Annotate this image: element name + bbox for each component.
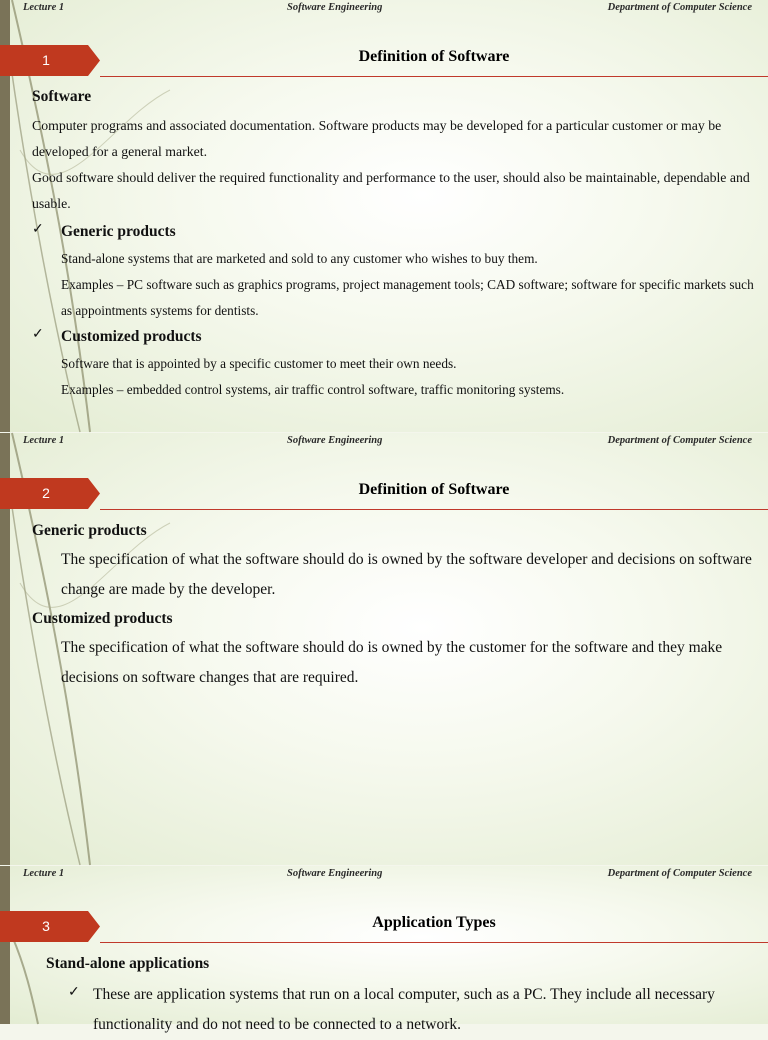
sidebar-bar [0, 866, 10, 1024]
title-rule [100, 76, 768, 77]
slide-number: 2 [42, 485, 50, 501]
slide-body [32, 86, 756, 403]
header-lecture: Lecture 1 [23, 435, 65, 446]
text-customized-products: The specification of what the software should do is owned by the customer for the software and they make decisions on software changes that are required. [61, 639, 723, 686]
header-lecture: Lecture 1 [23, 868, 65, 879]
text-generic-products: The specification of what the software should do is owned by the software developer and decisions on software change are made by the developer. [61, 551, 752, 598]
bullet-customized-line1: Software that is appointed by a specific customer to meet their own needs. [61, 356, 457, 371]
bullet-generic-label: Generic products [61, 223, 176, 240]
slide-body [46, 952, 756, 1040]
slide-2 [0, 433, 768, 865]
paragraph-definition: Computer programs and associated documentation. Software products may be developed for a particular customer or may be developed for a general market. [32, 118, 722, 159]
header-department: Department of Computer Science [607, 2, 752, 13]
bullet-customized-line2: Examples – embedded control systems, air traffic control software, traffic monitoring systems. [61, 382, 565, 397]
heading-stand-alone: Stand-alone applications [46, 955, 210, 972]
heading-customized-products: Customized products [32, 610, 173, 627]
check-icon: ✓ [32, 327, 44, 342]
bullet-generic-line1: Stand-alone systems that are marketed and sold to any customer who wishes to buy them. [61, 251, 538, 266]
header-department: Department of Computer Science [607, 435, 752, 446]
bullet-generic [32, 221, 756, 324]
header-department: Department of Computer Science [607, 868, 752, 879]
bullet-customized [32, 326, 756, 403]
slide-1 [0, 0, 768, 432]
slide-number: 1 [42, 52, 50, 68]
header-course: Software Engineering [287, 2, 383, 13]
slide-body [32, 519, 756, 693]
heading-generic-products: Generic products [32, 522, 147, 539]
bullet-customized-label: Customized products [61, 328, 202, 345]
bullet-stand-alone [46, 980, 756, 1040]
heading-software: Software [32, 88, 92, 105]
slide-number-tag [0, 911, 100, 942]
slide-title: Definition of Software [358, 481, 510, 498]
slide-title: Application Types [372, 914, 496, 931]
title-rule [100, 509, 768, 510]
title-rule [100, 942, 768, 943]
check-icon: ✓ [32, 222, 44, 237]
paragraph-good-software: Good software should deliver the required functionality and performance to the user, should also be maintainable, dependable and usable. [32, 170, 750, 211]
slide-number-tag [0, 45, 100, 76]
slide-title: Definition of Software [358, 48, 510, 65]
header-course: Software Engineering [287, 435, 383, 446]
bullet-stand-alone-text: These are application systems that run on a local computer, such as a PC. They include all necessary functionality and do not need to be connected to a network. [93, 986, 715, 1033]
header-course: Software Engineering [287, 868, 383, 879]
slide-number: 3 [42, 918, 50, 934]
bullet-generic-line2: Examples – PC software such as graphics programs, project management tools; CAD software; software for specific markets such as appointments systems for dentists. [61, 277, 754, 318]
header-lecture: Lecture 1 [23, 2, 65, 13]
check-icon: ✓ [68, 985, 80, 1000]
slide-3 [0, 866, 768, 1033]
slide-number-tag [0, 478, 100, 509]
